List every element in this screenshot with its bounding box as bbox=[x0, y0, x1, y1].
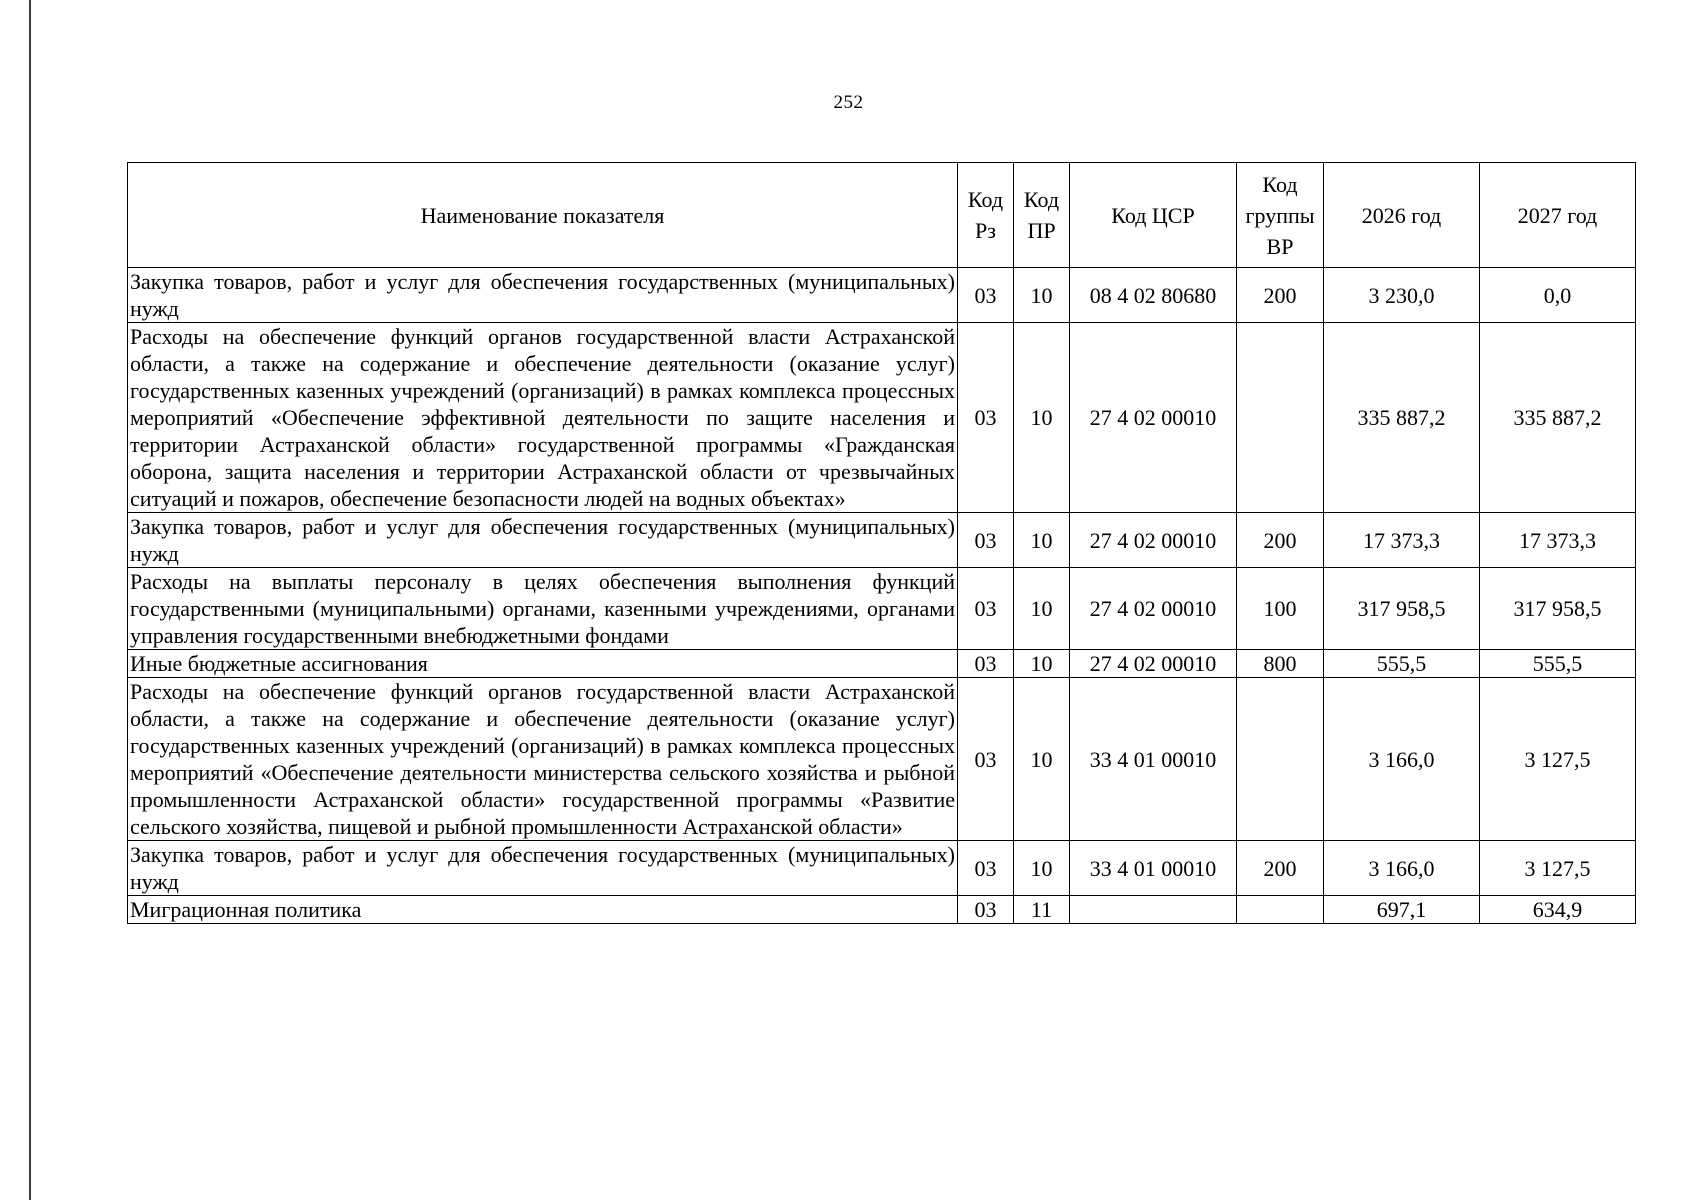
cell-rz: 03 bbox=[958, 841, 1014, 896]
cell-vr: 200 bbox=[1237, 513, 1324, 568]
cell-name: Иные бюджетные ассигнования bbox=[128, 650, 958, 678]
cell-vr bbox=[1237, 678, 1324, 841]
cell-csr: 27 4 02 00010 bbox=[1070, 568, 1237, 650]
header-2027: 2027 год bbox=[1480, 163, 1636, 268]
cell-2026: 3 166,0 bbox=[1324, 841, 1480, 896]
cell-name: Закупка товаров, работ и услуг для обеспечения государственных (муниципальных) нужд bbox=[128, 268, 958, 323]
cell-name: Миграционная политика bbox=[128, 896, 958, 924]
header-rz: Код Рз bbox=[958, 163, 1014, 268]
cell-vr: 100 bbox=[1237, 568, 1324, 650]
header-vr: Код группы ВР bbox=[1237, 163, 1324, 268]
cell-vr bbox=[1237, 896, 1324, 924]
table-row bbox=[128, 678, 1636, 841]
cell-pr: 11 bbox=[1014, 896, 1070, 924]
header-2026: 2026 год bbox=[1324, 163, 1480, 268]
cell-rz: 03 bbox=[958, 650, 1014, 678]
cell-vr: 800 bbox=[1237, 650, 1324, 678]
cell-2027: 634,9 bbox=[1480, 896, 1636, 924]
cell-2026: 335 887,2 bbox=[1324, 323, 1480, 513]
header-pr: Код ПР bbox=[1014, 163, 1070, 268]
cell-pr: 10 bbox=[1014, 568, 1070, 650]
cell-pr: 10 bbox=[1014, 678, 1070, 841]
cell-name: Расходы на выплаты персоналу в целях обеспечения выполнения функций государственными (муниципальными) органами, казенными учреждениями, органами управления государственными внебюджетными фондами bbox=[128, 568, 958, 650]
cell-csr: 08 4 02 80680 bbox=[1070, 268, 1237, 323]
cell-2027: 3 127,5 bbox=[1480, 678, 1636, 841]
cell-2026: 17 373,3 bbox=[1324, 513, 1480, 568]
cell-vr bbox=[1237, 323, 1324, 513]
header-name: Наименование показателя bbox=[128, 163, 958, 268]
table-row bbox=[128, 513, 1636, 568]
cell-2027: 555,5 bbox=[1480, 650, 1636, 678]
cell-pr: 10 bbox=[1014, 841, 1070, 896]
cell-2026: 697,1 bbox=[1324, 896, 1480, 924]
header-csr: Код ЦСР bbox=[1070, 163, 1237, 268]
cell-2027: 17 373,3 bbox=[1480, 513, 1636, 568]
cell-2026: 317 958,5 bbox=[1324, 568, 1480, 650]
cell-vr: 200 bbox=[1237, 268, 1324, 323]
cell-name: Закупка товаров, работ и услуг для обеспечения государственных (муниципальных) нужд bbox=[128, 513, 958, 568]
cell-name: Закупка товаров, работ и услуг для обеспечения государственных (муниципальных) нужд bbox=[128, 841, 958, 896]
cell-pr: 10 bbox=[1014, 268, 1070, 323]
cell-rz: 03 bbox=[958, 513, 1014, 568]
table-row bbox=[128, 268, 1636, 323]
cell-name: Расходы на обеспечение функций органов государственной власти Астраханской области, а также на содержание и обеспечение деятельности (оказание услуг) государственных казенных учреждений (организаций) в рамках комплекса процессных мероприятий «Обеспечение эффективной деятельности по защите населения и территории Астраханской области» государственной программы «Гражданская оборона, защита населения и территории Астраханской области от чрезвычайных ситуаций и пожаров, обеспечение безопасности людей на водных объектах» bbox=[128, 323, 958, 513]
cell-csr bbox=[1070, 896, 1237, 924]
cell-name: Расходы на обеспечение функций органов государственной власти Астраханской области, а также на содержание и обеспечение деятельности (оказание услуг) государственных казенных учреждений (организаций) в рамках комплекса процессных мероприятий «Обеспечение деятельности министерства сельского хозяйства и рыбной промышленности Астраханской области» государственной программы «Развитие сельского хозяйства, пищевой и рыбной промышленности Астраханской области» bbox=[128, 678, 958, 841]
cell-rz: 03 bbox=[958, 323, 1014, 513]
table-row bbox=[128, 841, 1636, 896]
cell-vr: 200 bbox=[1237, 841, 1324, 896]
cell-2027: 317 958,5 bbox=[1480, 568, 1636, 650]
cell-2027: 335 887,2 bbox=[1480, 323, 1636, 513]
cell-rz: 03 bbox=[958, 568, 1014, 650]
budget-table bbox=[127, 162, 1636, 924]
cell-pr: 10 bbox=[1014, 323, 1070, 513]
table-header-row bbox=[128, 163, 1636, 268]
cell-csr: 33 4 01 00010 bbox=[1070, 841, 1237, 896]
table-row bbox=[128, 650, 1636, 678]
cell-csr: 27 4 02 00010 bbox=[1070, 323, 1237, 513]
cell-2026: 3 166,0 bbox=[1324, 678, 1480, 841]
cell-2027: 3 127,5 bbox=[1480, 841, 1636, 896]
cell-rz: 03 bbox=[958, 268, 1014, 323]
cell-csr: 27 4 02 00010 bbox=[1070, 650, 1237, 678]
cell-rz: 03 bbox=[958, 678, 1014, 841]
cell-rz: 03 bbox=[958, 896, 1014, 924]
table-row bbox=[128, 896, 1636, 924]
cell-pr: 10 bbox=[1014, 650, 1070, 678]
table-row bbox=[128, 323, 1636, 513]
cell-csr: 33 4 01 00010 bbox=[1070, 678, 1237, 841]
table-row bbox=[128, 568, 1636, 650]
cell-2026: 3 230,0 bbox=[1324, 268, 1480, 323]
cell-csr: 27 4 02 00010 bbox=[1070, 513, 1237, 568]
page-number: 252 bbox=[833, 92, 864, 113]
cell-pr: 10 bbox=[1014, 513, 1070, 568]
cell-2027: 0,0 bbox=[1480, 268, 1636, 323]
scan-edge-line bbox=[29, 0, 31, 1200]
cell-2026: 555,5 bbox=[1324, 650, 1480, 678]
